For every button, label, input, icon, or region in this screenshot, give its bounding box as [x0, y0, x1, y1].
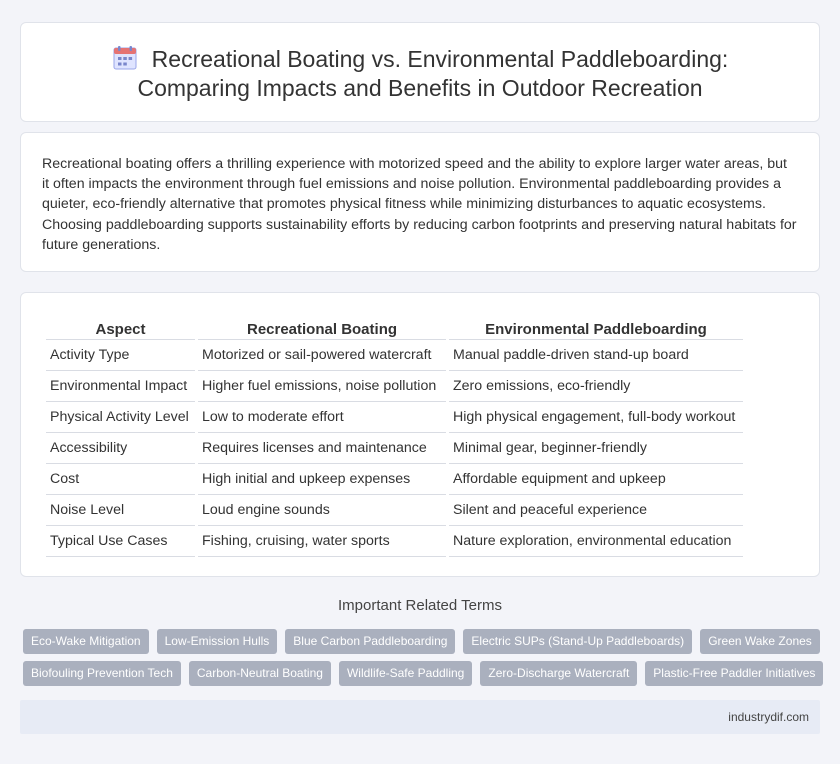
related-terms-heading: Important Related Terms: [338, 597, 502, 614]
related-term-tag[interactable]: Electric SUPs (Stand-Up Paddleboards): [463, 629, 692, 654]
footer-domain-link[interactable]: industrydif.com: [728, 710, 809, 724]
title-line-1: Recreational Boating vs. Environmental Paddleboarding:: [151, 46, 729, 72]
title-line-2: Comparing Impacts and Benefits in Outdoor Recreation: [137, 75, 703, 101]
title-card: [20, 22, 820, 122]
comparison-table: [43, 313, 746, 557]
related-term-tag[interactable]: Wildlife-Safe Paddling: [339, 661, 472, 686]
comparison-card: [20, 292, 820, 577]
calendar-icon: [112, 45, 138, 71]
table-cell: Nature exploration, environmental education: [449, 526, 743, 557]
table-cell: Typical Use Cases: [46, 526, 195, 557]
table-cell: Cost: [46, 464, 195, 495]
page-title: [21, 45, 819, 103]
table-cell: Zero emissions, eco-friendly: [449, 371, 743, 402]
table-row: [46, 464, 743, 495]
table-row: [46, 340, 743, 371]
table-cell: Fishing, cruising, water sports: [198, 526, 446, 557]
related-term-tag[interactable]: Plastic-Free Paddler Initiatives: [645, 661, 823, 686]
related-term-tag[interactable]: Low-Emission Hulls: [157, 629, 278, 654]
related-term-tag[interactable]: Biofouling Prevention Tech: [23, 661, 181, 686]
related-term-tag[interactable]: Green Wake Zones: [700, 629, 820, 654]
table-cell: Loud engine sounds: [198, 495, 446, 526]
table-header-row: [46, 313, 743, 340]
table-row: [46, 433, 743, 464]
table-cell: High initial and upkeep expenses: [198, 464, 446, 495]
table-cell: Minimal gear, beginner-friendly: [449, 433, 743, 464]
table-cell: Physical Activity Level: [46, 402, 195, 433]
related-term-tag[interactable]: Eco-Wake Mitigation: [23, 629, 149, 654]
related-terms-row-1: [23, 629, 820, 654]
table-row: [46, 402, 743, 433]
header-environmental-paddleboarding: Environmental Paddleboarding: [449, 313, 743, 340]
summary-card: [20, 132, 820, 272]
table-cell: Noise Level: [46, 495, 195, 526]
table-cell: Motorized or sail-powered watercraft: [198, 340, 446, 371]
header-recreational-boating: Recreational Boating: [198, 313, 446, 340]
table-cell: High physical engagement, full-body workout: [449, 402, 743, 433]
table-row: [46, 526, 743, 557]
table-cell: Manual paddle-driven stand-up board: [449, 340, 743, 371]
related-term-tag[interactable]: Blue Carbon Paddleboarding: [285, 629, 455, 654]
table-cell: Environmental Impact: [46, 371, 195, 402]
related-term-tag[interactable]: Carbon-Neutral Boating: [189, 661, 331, 686]
related-terms-row-2: [23, 661, 823, 686]
table-cell: Requires licenses and maintenance: [198, 433, 446, 464]
table-cell: Activity Type: [46, 340, 195, 371]
table-row: [46, 495, 743, 526]
table-cell: Higher fuel emissions, noise pollution: [198, 371, 446, 402]
summary-paragraph: Recreational boating offers a thrilling experience with motorized speed and the ability to explore larger water areas, but it often impacts the environment through fuel emissions and noise pollution. Environmental paddleboarding provides a quieter, eco-friendly alternative that promotes physical fitness while minimizing disturbances to aquatic ecosystems. Choosing paddleboarding supports sustainability efforts by reducing carbon footprints and preserving natural habitats for future generations.: [42, 156, 797, 253]
table-row: [46, 371, 743, 402]
header-aspect: Aspect: [46, 313, 195, 340]
table-cell: Accessibility: [46, 433, 195, 464]
table-cell: Silent and peaceful experience: [449, 495, 743, 526]
table-cell: Low to moderate effort: [198, 402, 446, 433]
related-term-tag[interactable]: Zero-Discharge Watercraft: [480, 661, 637, 686]
footer-bar: [20, 700, 820, 734]
table-cell: Affordable equipment and upkeep: [449, 464, 743, 495]
